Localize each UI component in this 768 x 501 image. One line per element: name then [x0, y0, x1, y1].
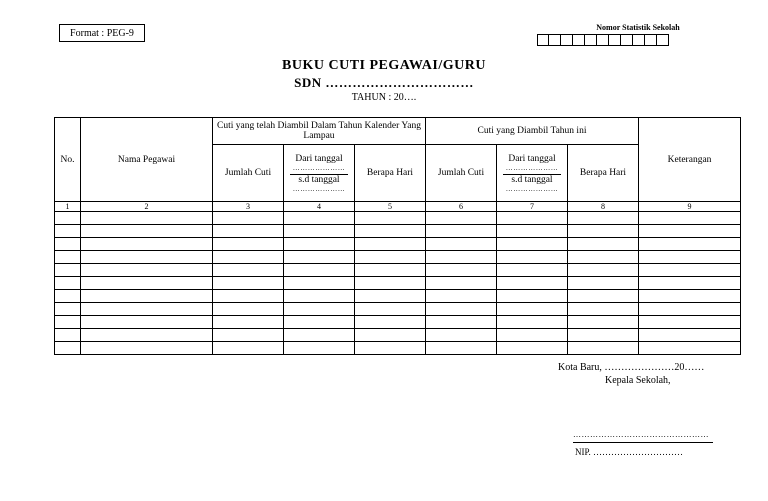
header-nama-pegawai: Nama Pegawai [81, 118, 213, 202]
table-cell [284, 290, 355, 303]
table-cell [568, 290, 639, 303]
table-cell [81, 329, 213, 342]
table-row [55, 316, 741, 329]
table-cell [426, 251, 497, 264]
column-number: 8 [568, 202, 639, 212]
table-cell [568, 277, 639, 290]
header-berapa-hari-ini: Berapa Hari [568, 145, 639, 202]
table-cell [213, 277, 284, 290]
table-cell [426, 342, 497, 355]
table-cell [568, 251, 639, 264]
table-cell [639, 342, 741, 355]
table-cell [568, 212, 639, 225]
table-cell [355, 225, 426, 238]
signature-line: ………………………………………… [573, 430, 713, 443]
table-cell [568, 264, 639, 277]
column-number: 3 [213, 202, 284, 212]
table-cell [81, 277, 213, 290]
dari-tanggal-lampau [290, 154, 348, 175]
header-tanggal-ini [497, 145, 568, 202]
nss-digit-box [573, 34, 585, 46]
table-cell [639, 277, 741, 290]
dari-label: Dari tanggal [508, 153, 556, 164]
column-number: 7 [497, 202, 568, 212]
table-cell [284, 316, 355, 329]
table-cell [213, 303, 284, 316]
table-cell [497, 212, 568, 225]
table-cell [497, 342, 568, 355]
table-row [55, 238, 741, 251]
table-cell [284, 251, 355, 264]
column-number: 9 [639, 202, 741, 212]
table-cell [497, 316, 568, 329]
table-cell [55, 316, 81, 329]
table-cell [81, 212, 213, 225]
document-title: BUKU CUTI PEGAWAI/GURU [282, 58, 486, 73]
nss-digit-box [621, 34, 633, 46]
header-tanggal-lampau [284, 145, 355, 202]
table-cell [55, 277, 81, 290]
table-cell [213, 329, 284, 342]
table-cell [55, 329, 81, 342]
table-cell [213, 238, 284, 251]
table-cell [568, 342, 639, 355]
table-cell [355, 264, 426, 277]
nip-line: NIP. ………………………… [575, 447, 684, 457]
table-cell [639, 212, 741, 225]
table-cell [355, 329, 426, 342]
table-cell [355, 342, 426, 355]
sd-dots: ………………… [292, 184, 346, 193]
table-cell [284, 238, 355, 251]
table-cell [426, 316, 497, 329]
nss-digit-box [549, 34, 561, 46]
table-cell [426, 277, 497, 290]
table-cell [497, 238, 568, 251]
table-cell [284, 342, 355, 355]
table-row [55, 225, 741, 238]
header-keterangan: Keterangan [639, 118, 741, 202]
table-row [55, 342, 741, 355]
header-jumlah-cuti-lampau: Jumlah Cuti [213, 145, 284, 202]
table-cell [497, 225, 568, 238]
table-cell [426, 238, 497, 251]
nss-digit-box [561, 34, 573, 46]
table-cell [284, 329, 355, 342]
table-cell [55, 290, 81, 303]
table-cell [81, 342, 213, 355]
sd-label: s.d tanggal [298, 174, 340, 185]
table-cell [639, 225, 741, 238]
table-cell [213, 251, 284, 264]
table-cell [284, 264, 355, 277]
header-group-lampau: Cuti yang telah Diambil Dalam Tahun Kalender Yang Lampau [213, 118, 426, 145]
table-cell [426, 225, 497, 238]
table-cell [81, 303, 213, 316]
dari-dots: ………………… [292, 163, 346, 172]
table-cell [55, 264, 81, 277]
place-date: Kota Baru, …………………20…… [558, 362, 705, 373]
table-cell [55, 225, 81, 238]
table-cell [213, 290, 284, 303]
leave-table [54, 117, 741, 355]
table-cell [81, 251, 213, 264]
table-cell [639, 251, 741, 264]
year-line: TAHUN : 20…. [351, 92, 417, 103]
column-number-row [55, 202, 741, 212]
table-cell [497, 264, 568, 277]
header-group-tahun-ini: Cuti yang Diambil Tahun ini [426, 118, 639, 145]
column-number: 5 [355, 202, 426, 212]
table-cell [284, 303, 355, 316]
nss-digit-box [645, 34, 657, 46]
table-cell [568, 225, 639, 238]
nss-boxes [537, 34, 669, 46]
table-cell [568, 238, 639, 251]
table-cell [55, 342, 81, 355]
nss-digit-box [537, 34, 549, 46]
table-cell [497, 277, 568, 290]
table-cell [355, 238, 426, 251]
table-cell [497, 329, 568, 342]
dari-label: Dari tanggal [295, 153, 343, 164]
table-cell [81, 264, 213, 277]
table-cell [55, 212, 81, 225]
table-cell [497, 251, 568, 264]
table-cell [81, 225, 213, 238]
table-cell [284, 277, 355, 290]
table-cell [426, 264, 497, 277]
table-cell [55, 238, 81, 251]
table-row [55, 329, 741, 342]
table-cell [568, 316, 639, 329]
table-cell [284, 212, 355, 225]
nss-digit-box [657, 34, 669, 46]
table-cell [213, 225, 284, 238]
table-row [55, 277, 741, 290]
format-label: Format : PEG-9 [59, 24, 145, 42]
column-number: 4 [284, 202, 355, 212]
table-cell [639, 290, 741, 303]
table-cell [355, 277, 426, 290]
header-no: No. [55, 118, 81, 202]
table-row [55, 251, 741, 264]
table-cell [639, 329, 741, 342]
nss-digit-box [585, 34, 597, 46]
table-cell [426, 212, 497, 225]
table-cell [639, 238, 741, 251]
column-number: 6 [426, 202, 497, 212]
nss-digit-box [633, 34, 645, 46]
table-cell [81, 290, 213, 303]
table-cell [355, 212, 426, 225]
table-cell [497, 290, 568, 303]
table-cell [355, 316, 426, 329]
table-cell [213, 342, 284, 355]
table-cell [639, 264, 741, 277]
table-cell [284, 225, 355, 238]
header-berapa-hari-lampau: Berapa Hari [355, 145, 426, 202]
table-row [55, 212, 741, 225]
table-cell [81, 316, 213, 329]
table-cell [355, 290, 426, 303]
table-row [55, 264, 741, 277]
table-cell [568, 303, 639, 316]
nss-digit-box [609, 34, 621, 46]
position-title: Kepala Sekolah, [605, 375, 671, 386]
table-cell [55, 303, 81, 316]
nss-label: Nomor Statistik Sekolah [596, 23, 680, 32]
column-number: 1 [55, 202, 81, 212]
table-cell [213, 264, 284, 277]
table-cell [497, 303, 568, 316]
table-row [55, 303, 741, 316]
dari-tanggal-ini [503, 154, 561, 175]
header-jumlah-cuti-ini: Jumlah Cuti [426, 145, 497, 202]
table-cell [639, 303, 741, 316]
dari-dots: ………………… [505, 163, 559, 172]
school-name: SDN …………………………… [294, 75, 474, 90]
sd-label: s.d tanggal [511, 174, 553, 185]
sd-dots: ………………… [505, 184, 559, 193]
table-cell [213, 316, 284, 329]
table-cell [426, 329, 497, 342]
table-cell [55, 251, 81, 264]
column-number: 2 [81, 202, 213, 212]
table-cell [426, 303, 497, 316]
table-cell [355, 303, 426, 316]
table-row [55, 290, 741, 303]
table-cell [568, 329, 639, 342]
table-cell [213, 212, 284, 225]
table-cell [81, 238, 213, 251]
nss-digit-box [597, 34, 609, 46]
table-cell [355, 251, 426, 264]
table-cell [426, 290, 497, 303]
table-cell [639, 316, 741, 329]
